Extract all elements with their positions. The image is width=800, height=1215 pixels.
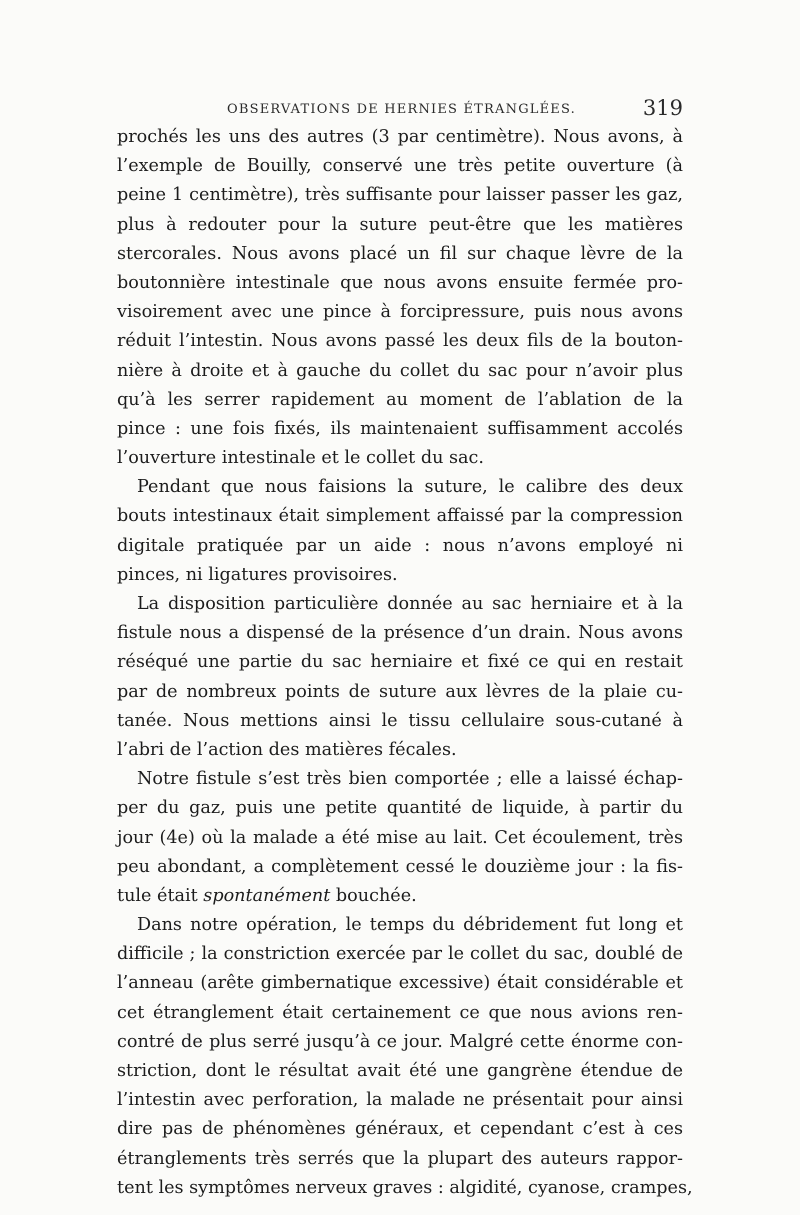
- text-line: Notre fistule s’est très bien comportée ; elle a laissé échap-: [137, 769, 683, 790]
- text-line: Pendant que nous faisions la suture, le calibre des deux: [137, 477, 683, 498]
- text-line: contré de plus serré jusqu’à ce jour. Malgré cette énorme con-: [117, 1031, 683, 1052]
- running-title: OBSERVATIONS DE HERNIES ÉTRANGLÉES.: [227, 102, 576, 117]
- text-line: fistule nous a dispensé de la présence d’un drain. Nous avons: [117, 623, 683, 644]
- text-line: l’abri de l’action des matières fécales.: [117, 739, 457, 760]
- italic-word: spontanément: [203, 885, 331, 906]
- text-line: visoirement avec une pince à forcipressure, puis nous avons: [117, 302, 683, 323]
- text-line: nière à droite et à gauche du collet du sac pour n’avoir plus: [117, 360, 683, 381]
- text-fragment: bouchée.: [335, 885, 417, 906]
- text-line: réséqué une partie du sac herniaire et fixé ce qui en restait: [117, 652, 683, 673]
- text-line: l’ouverture intestinale et le collet du sac.: [117, 448, 484, 469]
- text-line: difficile ; la constriction exercée par le collet du sac, doublé de: [117, 944, 683, 965]
- text-line: pinces, ni ligatures provisoires.: [117, 564, 398, 585]
- text-line: peine 1 centimètre), très suffisante pour laisser passer les gaz,: [117, 185, 683, 206]
- text-line: prochés les uns des autres (3 par centimètre). Nous avons, à: [117, 127, 683, 147]
- text-line: pince : une fois fixés, ils maintenaient suffisamment accolés: [117, 418, 683, 439]
- text-line: La disposition particulière donnée au sac herniaire et à la: [137, 594, 683, 614]
- text-line: per du gaz, puis une petite quantité de liquide, à partir du: [117, 798, 683, 819]
- text-line: étranglements très serrés que la plupart des auteurs rappor-: [117, 1148, 683, 1169]
- text-line: jour (4e) où la malade a été mise au lait. Cet écoulement, très: [117, 827, 683, 848]
- text-line: Dans notre opération, le temps du débridement fut long et: [137, 915, 683, 936]
- text-line: dire pas de phénomènes généraux, et cependant c’est à ces: [117, 1119, 683, 1140]
- text-line: boutonnière intestinale que nous avons ensuite fermée pro-: [117, 272, 683, 293]
- body-text: [117, 123, 693, 1203]
- text-line: l’anneau (arête gimbernatique excessive) était considérable et: [117, 973, 683, 994]
- text-line: plus à redouter pour la suture peut-être que les matières: [117, 214, 683, 235]
- text-line: [117, 882, 683, 911]
- text-line: qu’à les serrer rapidement au moment de l’ablation de la: [117, 389, 683, 410]
- text-line: digitale pratiquée par un aide : nous n’avons employé ni: [117, 535, 683, 556]
- text-line: réduit l’intestin. Nous avons passé les deux fils de la bouton-: [117, 331, 683, 352]
- text-line: peu abondant, a complètement cessé le douzième jour : la fis-: [117, 856, 683, 877]
- text-line: stercorales. Nous avons placé un fil sur chaque lèvre de la: [117, 243, 683, 264]
- running-header: [117, 96, 687, 120]
- text-line: bouts intestinaux était simplement affaissé par la compression: [117, 506, 683, 527]
- text-line: l’exemple de Bouilly, conservé une très petite ouverture (à: [117, 156, 683, 177]
- text-line: tent les symptômes nerveux graves : algidité, cyanose, crampes,: [117, 1177, 693, 1198]
- text-line: l’intestin avec perforation, la malade ne présentait pour ainsi: [117, 1090, 683, 1111]
- text-line: par de nombreux points de suture aux lèvres de la plaie cu-: [117, 681, 683, 702]
- text-line: cet étranglement était certainement ce que nous avions ren-: [117, 1002, 683, 1023]
- text-line: tanée. Nous mettions ainsi le tissu cellulaire sous-cutané à: [117, 710, 683, 731]
- text-line: striction, dont le résultat avait été une gangrène étendue de: [117, 1061, 683, 1081]
- page-number: 319: [642, 96, 683, 120]
- text-fragment: tule était: [117, 885, 198, 906]
